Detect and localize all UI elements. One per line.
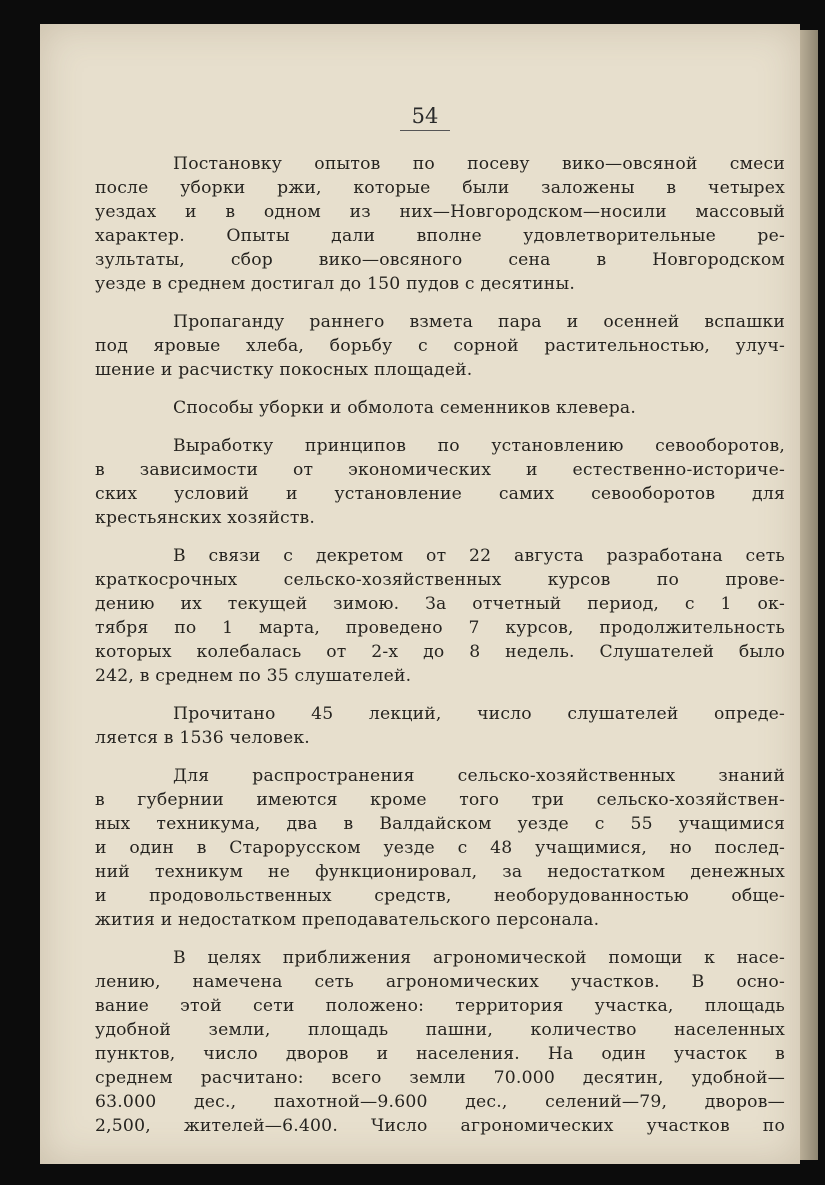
page-number [40, 104, 800, 131]
text-line: тября по 1 марта, проведено 7 курсов, продолжительность [95, 618, 785, 638]
text-line: шение и расчистку покосных площадей. [95, 360, 473, 380]
text-line: жития и недостатком преподавательского персонала. [95, 910, 600, 930]
text-line: 242, в среднем по 35 слушателей. [95, 666, 412, 686]
text-line: Прочитано 45 лекций, число слушателей опреде- [173, 704, 785, 724]
page-body [95, 152, 785, 1152]
text-line: 2,500, жителей—6.400. Число агрономических участков по [95, 1116, 785, 1136]
paragraph [95, 946, 785, 1138]
paragraph [95, 396, 785, 420]
text-line: ских условий и установление самих севооборотов для [95, 484, 785, 504]
text-line: Постановку опытов по посеву вико—овсяной смеси [173, 154, 785, 174]
text-line: Для распространения сельско-хозяйственных знаний [173, 766, 785, 786]
text-line: удобной земли, площадь пашни, количество населенных [95, 1020, 785, 1040]
text-line: уезде в среднем достигал до 150 пудов с десятины. [95, 274, 575, 294]
text-line: краткосрочных сельско-хозяйственных курсов по прове- [95, 570, 785, 590]
text-line: 63.000 дес., пахотной—9.600 дес., селений—79, дворов— [95, 1092, 785, 1112]
text-line: В связи с декретом от 22 августа разработана сеть [173, 546, 785, 566]
text-line: под яровые хлеба, борьбу с сорной растительностью, улуч- [95, 336, 785, 356]
paragraph [95, 152, 785, 296]
text-line: Способы уборки и обмолота семенников клевера. [173, 398, 637, 418]
text-line: среднем расчитано: всего земли 70.000 десятин, удобной— [95, 1068, 785, 1088]
text-line: в губернии имеются кроме того три сельско-хозяйствен- [95, 790, 785, 810]
text-line: уездах и в одном из них—Новгородском—носили массовый [95, 202, 785, 222]
text-line: Пропаганду раннего взмета пара и осенней вспашки [173, 312, 785, 332]
adjacent-page-edge [800, 30, 818, 1160]
text-line: ляется в 1536 человек. [95, 728, 310, 748]
text-line: и продовольственных средств, необорудованностью обще- [95, 886, 785, 906]
text-line: зультаты, сбор вико—овсяного сена в Новгородском [95, 250, 785, 270]
text-line: лению, намечена сеть агрономических участков. В осно- [95, 972, 785, 992]
text-line: в зависимости от экономических и естественно-историче- [95, 460, 785, 480]
text-line: ных техникума, два в Валдайском уезде с 55 учащимися [95, 814, 785, 834]
paragraph [95, 702, 785, 750]
text-line: В целях приближения агрономической помощи к насе- [173, 948, 785, 968]
text-line: пунктов, число дворов и населения. На один участок в [95, 1044, 785, 1064]
text-line: характер. Опыты дали вполне удовлетворительные ре- [95, 226, 785, 246]
text-line: дению их текущей зимою. За отчетный период, с 1 ок- [95, 594, 785, 614]
text-line: после уборки ржи, которые были заложены в четырех [95, 178, 785, 198]
page-number-text: 54 [400, 104, 451, 131]
book-page [40, 24, 800, 1164]
paragraph [95, 310, 785, 382]
paragraph [95, 764, 785, 932]
text-line: ний техникум не функционировал, за недостатком денежных [95, 862, 785, 882]
text-line: крестьянских хозяйств. [95, 508, 316, 528]
text-line: которых колебалась от 2-х до 8 недель. Слушателей было [95, 642, 785, 662]
text-line: вание этой сети положено: территория участка, площадь [95, 996, 785, 1016]
scan-background [40, 1164, 800, 1185]
text-line: Выработку принципов по установлению севооборотов, [173, 436, 785, 456]
paragraph [95, 544, 785, 688]
paragraph [95, 434, 785, 530]
text-line: и один в Старорусском уезде с 48 учащимися, но послед- [95, 838, 785, 858]
